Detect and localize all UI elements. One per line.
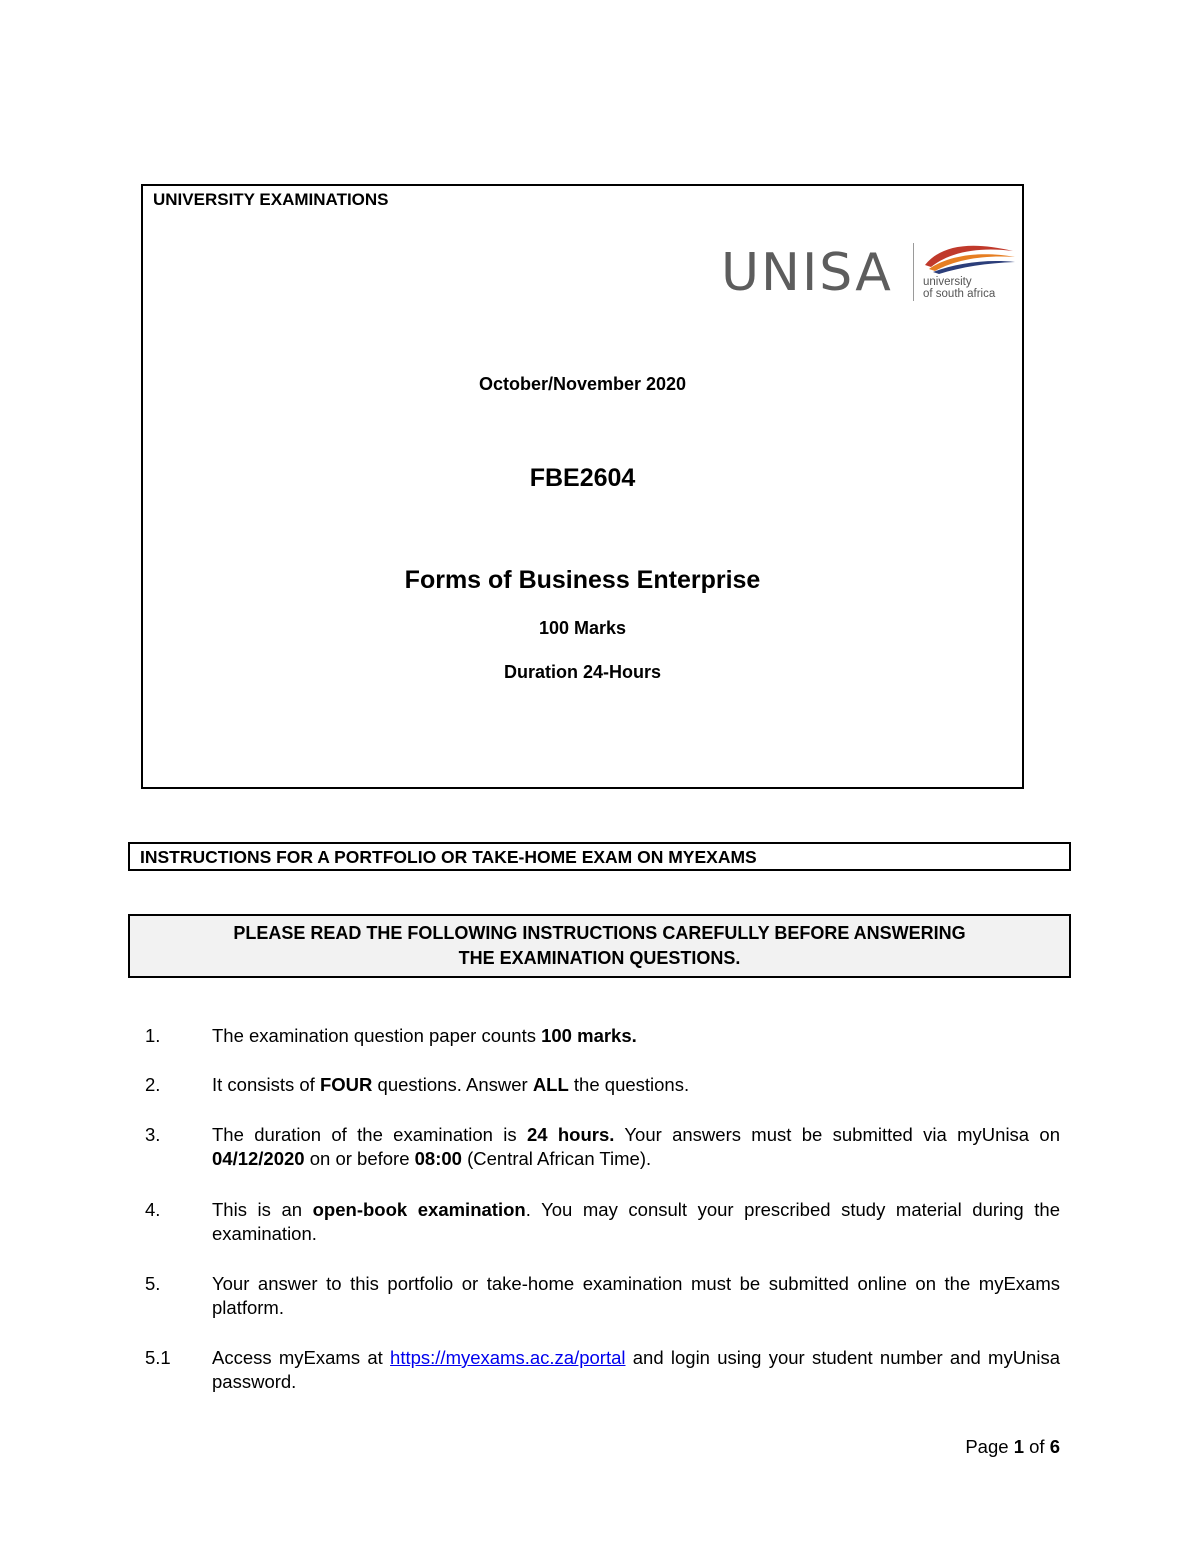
list-item: 5.1 Access myExams at https://myexams.ac.za/portal and login using your student number and myUnisa password. (145, 1347, 1060, 1392)
unisa-logo (721, 241, 1016, 306)
logo-divider (913, 243, 914, 301)
module-title: Forms of Business Enterprise (404, 566, 761, 594)
logo-wordmark: UNISA (721, 243, 893, 303)
list-item: 5. Your answer to this portfolio or take-home examination must be submitted online on the myExams platform. (145, 1273, 1060, 1318)
logo-tagline: university of south africa (923, 276, 996, 300)
exam-session: October/November 2020 (478, 374, 687, 394)
instructions-title: INSTRUCTIONS FOR A PORTFOLIO OR TAKE-HOME EXAM ON MYEXAMS (128, 842, 1071, 871)
total-marks: 100 Marks (538, 618, 627, 638)
myexams-portal-link[interactable]: https://myexams.ac.za/portal (390, 1347, 626, 1368)
list-item: 3. The duration of the examination is 24 hours. Your answers must be submitted via myUnisa on 04/12/2020 on or before 08:00 (Central African Time). (145, 1124, 1060, 1169)
list-item: 2. It consists of FOUR questions. Answer ALL the questions. (145, 1074, 690, 1095)
exam-duration: Duration 24-Hours (503, 662, 662, 682)
module-code: FBE2604 (529, 464, 636, 492)
list-item: 1. The examination question paper counts 100 marks. (145, 1025, 637, 1046)
list-item: 4. This is an open-book examination. You may consult your prescribed study material during the examination. (145, 1199, 1061, 1244)
cover-box (141, 184, 1024, 789)
read-notice: PLEASE READ THE FOLLOWING INSTRUCTIONS CAREFULLY BEFORE ANSWERING THE EXAMINATION QUESTIONS. (128, 914, 1071, 978)
page-number: Page 1 of 6 (965, 1436, 1060, 1457)
logo-swoosh-icon (921, 241, 1017, 275)
cover-header: UNIVERSITY EXAMINATIONS (153, 190, 389, 209)
